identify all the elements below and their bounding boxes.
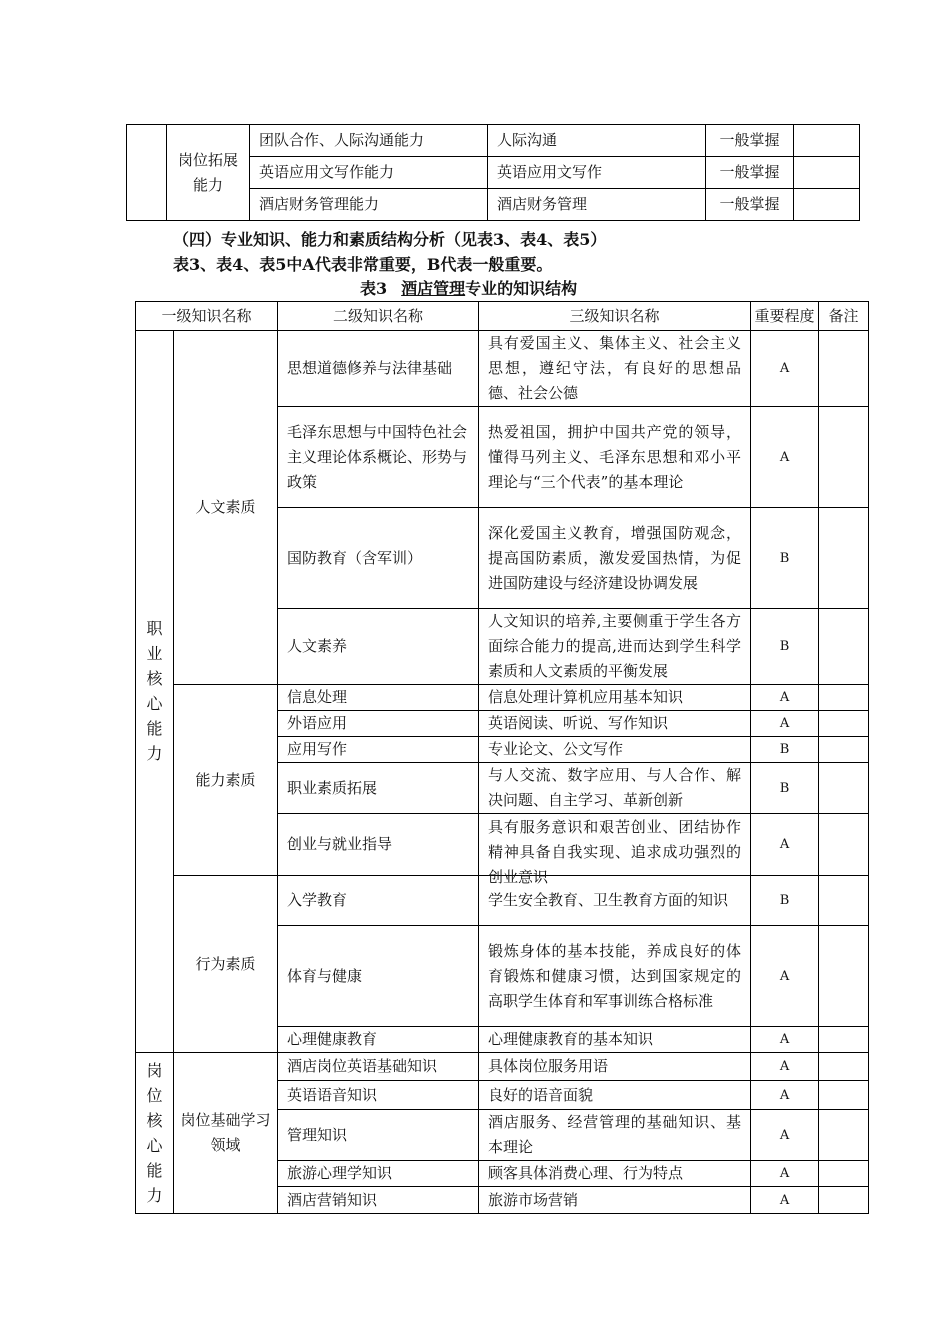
- section-heading: （四）专业知识、能力和素质结构分析（见表3、表4、表5）: [173, 230, 607, 249]
- course-cell: 人际沟通: [488, 125, 706, 157]
- course-cell: 英语应用文写作: [488, 157, 706, 189]
- note-cell: [819, 876, 869, 926]
- name-cell: 思想道德修养与法律基础: [278, 331, 479, 407]
- note-cell: [794, 125, 860, 157]
- header-cell: 一级知识名称: [136, 302, 278, 331]
- name-cell: 入学教育: [278, 876, 479, 926]
- desc-cell: 良好的语音面貌: [479, 1081, 751, 1110]
- caption-suffix: 专业的知识结构: [465, 279, 578, 298]
- header-cell: 备注: [819, 302, 869, 331]
- desc-cell: 热爱祖国，拥护中国共产党的领导，懂得马列主义、毛泽东思想和邓小平理论与“三个代表”的基本理论: [479, 407, 751, 508]
- note-cell: [819, 1161, 869, 1187]
- name-cell: 国防教育（含军训）: [278, 508, 479, 609]
- note-cell: [819, 685, 869, 711]
- importance-cell: A: [751, 685, 819, 711]
- name-cell: 酒店营销知识: [278, 1187, 479, 1214]
- caption-major: 酒店管理: [401, 279, 466, 298]
- desc-cell: 与人交流、数字应用、与人合作、解决问题、自主学习、革新创新: [479, 763, 751, 814]
- desc-cell: 顾客具体消费心理、行为特点: [479, 1161, 751, 1187]
- name-cell: 信息处理: [278, 685, 479, 711]
- importance-cell: B: [751, 737, 819, 763]
- ability-cell: 酒店财务管理能力: [250, 189, 488, 221]
- note-cell: [819, 1187, 869, 1214]
- desc-cell: 英语阅读、听说、写作知识: [479, 711, 751, 737]
- group-cell: 行为素质: [174, 876, 278, 1053]
- section-note: 表3、表4、表5中A代表非常重要，B代表一般重要。: [173, 255, 553, 274]
- note-cell: [819, 1027, 869, 1053]
- note-cell: [819, 737, 869, 763]
- importance-cell: A: [751, 1110, 819, 1161]
- importance-cell: B: [751, 876, 819, 926]
- level1-cell: 岗位核心能力: [136, 1053, 174, 1214]
- desc-cell: 旅游市场营销: [479, 1187, 751, 1214]
- importance-cell: A: [751, 331, 819, 407]
- note-cell: [819, 1053, 869, 1081]
- name-cell: 应用写作: [278, 737, 479, 763]
- level-cell: 一般掌握: [706, 125, 794, 157]
- name-cell: 创业与就业指导: [278, 814, 479, 876]
- ability-cell: 团队合作、人际沟通能力: [250, 125, 488, 157]
- note-cell: [819, 1110, 869, 1161]
- desc-cell: 深化爱国主义教育，增强国防观念，提高国防素质，激发爱国热情，为促进国防建设与经济建设协调发展: [479, 508, 751, 609]
- level-cell: 一般掌握: [706, 157, 794, 189]
- name-cell: 旅游心理学知识: [278, 1161, 479, 1187]
- note-cell: [819, 331, 869, 407]
- level-cell: 一般掌握: [706, 189, 794, 221]
- skills-table-continued: [126, 124, 860, 221]
- desc-cell: 锻炼身体的基本技能，养成良好的体育锻炼和健康习惯，达到国家规定的高职学生体育和军事训练合格标准: [479, 926, 751, 1027]
- name-cell: 外语应用: [278, 711, 479, 737]
- note-cell: [819, 926, 869, 1027]
- importance-cell: B: [751, 763, 819, 814]
- level1-cell: 职业核心能力: [136, 331, 174, 1053]
- note-cell: [819, 1081, 869, 1110]
- desc-cell: 酒店服务、经营管理的基础知识、基本理论: [479, 1110, 751, 1161]
- importance-cell: A: [751, 1053, 819, 1081]
- note-cell: [794, 157, 860, 189]
- table-caption: [360, 277, 577, 301]
- header-cell: 二级知识名称: [278, 302, 479, 331]
- group-cell: 人文素质: [174, 331, 278, 685]
- note-cell: [819, 407, 869, 508]
- name-cell: 管理知识: [278, 1110, 479, 1161]
- importance-cell: A: [751, 1187, 819, 1214]
- note-cell: [819, 609, 869, 685]
- header-cell: 三级知识名称: [479, 302, 751, 331]
- note-cell: [819, 711, 869, 737]
- group-cell: 能力素质: [174, 685, 278, 876]
- name-cell: 英语语音知识: [278, 1081, 479, 1110]
- name-cell: 酒店岗位英语基础知识: [278, 1053, 479, 1081]
- desc-cell: 具体岗位服务用语: [479, 1053, 751, 1081]
- importance-cell: A: [751, 1161, 819, 1187]
- desc-cell: 具有爱国主义、集体主义、社会主义思想，遵纪守法，有良好的思想品德、社会公德: [479, 331, 751, 407]
- level1-cell: [127, 125, 167, 221]
- importance-cell: A: [751, 926, 819, 1027]
- importance-cell: A: [751, 407, 819, 508]
- name-cell: 毛泽东思想与中国特色社会主义理论体系概论、形势与政策: [278, 407, 479, 508]
- name-cell: 职业素质拓展: [278, 763, 479, 814]
- group-cell: 岗位基础学习领域: [174, 1053, 278, 1214]
- importance-cell: B: [751, 609, 819, 685]
- importance-cell: B: [751, 508, 819, 609]
- table-row: [136, 1053, 869, 1081]
- knowledge-structure-table: [135, 301, 869, 1214]
- desc-cell: 信息处理计算机应用基本知识: [479, 685, 751, 711]
- desc-cell: 心理健康教育的基本知识: [479, 1027, 751, 1053]
- table-row: [136, 331, 869, 407]
- importance-cell: A: [751, 1027, 819, 1053]
- desc-cell: 具有服务意识和艰苦创业、团结协作精神具备自我实现、追求成功强烈的创业意识: [479, 814, 751, 876]
- name-cell: 体育与健康: [278, 926, 479, 1027]
- importance-cell: A: [751, 1081, 819, 1110]
- note-cell: [819, 814, 869, 876]
- table-row: [136, 685, 869, 711]
- importance-cell: A: [751, 814, 819, 876]
- desc-cell: 专业论文、公文写作: [479, 737, 751, 763]
- caption-prefix: 表3: [360, 279, 388, 298]
- note-cell: [819, 763, 869, 814]
- name-cell: 心理健康教育: [278, 1027, 479, 1053]
- table-row: [127, 125, 860, 157]
- importance-cell: A: [751, 711, 819, 737]
- note-cell: [819, 508, 869, 609]
- header-row: [136, 302, 869, 331]
- course-cell: 酒店财务管理: [488, 189, 706, 221]
- desc-cell: 学生安全教育、卫生教育方面的知识: [479, 876, 751, 926]
- header-cell: 重要程度: [751, 302, 819, 331]
- desc-cell: 人文知识的培养,主要侧重于学生各方面综合能力的提高,进而达到学生科学素质和人文素质的平衡发展: [479, 609, 751, 685]
- group-cell: 岗位拓展能力: [167, 125, 250, 221]
- ability-cell: 英语应用文写作能力: [250, 157, 488, 189]
- note-cell: [794, 189, 860, 221]
- name-cell: 人文素养: [278, 609, 479, 685]
